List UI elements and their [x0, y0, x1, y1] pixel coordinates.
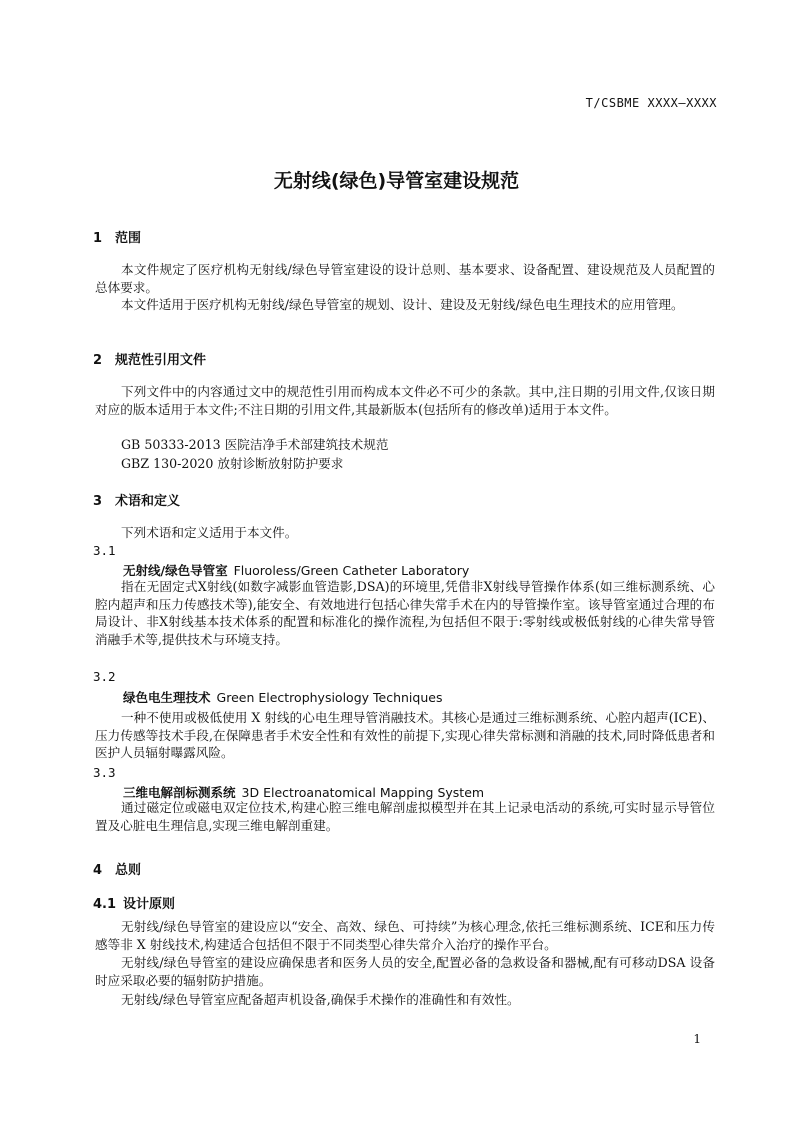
- term-definition: 通过磁定位或磁电双定位技术,构建心腔三维电解剖虚拟模型并在其上记录电活动的系统,可实时显示导管位置及心脏电生理信息,实现三维电解剖重建。: [95, 800, 715, 833]
- term-en: 3D Electroanatomical Mapping System: [241, 785, 485, 800]
- section-heading-2: [93, 349, 206, 368]
- term-title: [123, 688, 442, 706]
- section-title: 规范性引用文件: [115, 353, 207, 368]
- section-heading-4: [93, 859, 141, 878]
- term-cn: 绿色电生理技术: [123, 690, 211, 705]
- term-definition: 一种不使用或极低使用 X 射线的心电生理导管消融技术。其核心是通过三维标测系统、心腔内超声(ICE)、压力传感等技术手段,在保障患者手术安全性和有效性的前提下,实现心律失常标测和消融的技术,同时降低患者和医护人员辐射曝露风险。: [95, 710, 715, 760]
- paragraph: 本文件规定了医疗机构无射线/绿色导管室建设的设计总则、基本要求、设备配置、建设规范及人员配置的总体要求。: [95, 262, 715, 295]
- reference-item: GBZ 130-2020 放射诊断放射防护要求: [121, 456, 344, 471]
- term-number: 3.3: [93, 765, 116, 780]
- paragraph: 无射线/绿色导管室应配备超声机设备,确保手术操作的准确性和有效性。: [121, 992, 520, 1007]
- paragraph: 下列术语和定义适用于本文件。: [121, 525, 298, 540]
- section-number: 4: [93, 863, 103, 878]
- section-title: 总则: [115, 863, 142, 878]
- subsection-number: 4.1: [93, 897, 117, 912]
- paragraph: 下列文件中的内容通过文中的规范性引用而构成本文件必不可少的条款。其中,注日期的引用文件,仅该日期对应的版本适用于本文件;不注日期的引用文件,其最新版本(包括所有的修改单)适用于本文件。: [95, 384, 715, 417]
- section-heading-3: [93, 490, 180, 509]
- subsection-title: 设计原则: [123, 897, 176, 912]
- term-cn: 三维电解剖标测系统: [123, 785, 236, 800]
- paragraph: 无射线/绿色导管室的建设应确保患者和医务人员的安全,配置必备的急救设备和器械,配有可移动DSA 设备时应采取必要的辐射防护措施。: [95, 955, 715, 988]
- section-number: 2: [93, 353, 103, 368]
- page-title: 无射线(绿色)导管室建设规范: [273, 170, 520, 192]
- paragraph: 本文件适用于医疗机构无射线/绿色导管室的规划、设计、建设及无射线/绿色电生理技术的应用管理。: [121, 297, 684, 312]
- section-title: 术语和定义: [115, 494, 181, 509]
- term-number: 3.1: [93, 543, 116, 558]
- term-en: Fluoroless/Green Catheter Laboratory: [233, 563, 470, 578]
- subsection-heading: [93, 893, 175, 912]
- document-number: T/CSBME XXXX—XXXX: [585, 96, 717, 110]
- term-en: Green Electrophysiology Techniques: [216, 690, 443, 705]
- section-number: 3: [93, 494, 103, 509]
- section-number: 1: [93, 231, 103, 246]
- section-heading-1: [93, 227, 141, 246]
- term-title: [123, 561, 469, 579]
- term-number: 3.2: [93, 669, 116, 684]
- paragraph: 无射线/绿色导管室的建设应以“安全、高效、绿色、可持续”为核心理念,依托三维标测系统、ICE和压力传感等非 X 射线技术,构建适合包括但不限于不同类型心律失常介入治疗的操作平台。: [95, 919, 715, 952]
- reference-item: GB 50333-2013 医院洁净手术部建筑技术规范: [121, 437, 389, 452]
- term-definition: 指在无固定式X射线(如数字减影血管造影,DSA)的环境里,凭借非X射线导管操作体系(如三维标测系统、心腔内超声和压力传感技术等),能安全、有效地进行包括心律失常手术在内的导管操作室。该导管室通过合理的布局设计、非X射线基本技术体系的配置和标准化的操作流程,为包括但不限于:零射线或极低射线的心律失常导管消融手术等,提供技术与环境支持。: [95, 579, 715, 647]
- page-number: 1: [693, 1032, 701, 1046]
- section-title: 范围: [115, 231, 142, 246]
- term-cn: 无射线/绿色导管室: [123, 563, 228, 578]
